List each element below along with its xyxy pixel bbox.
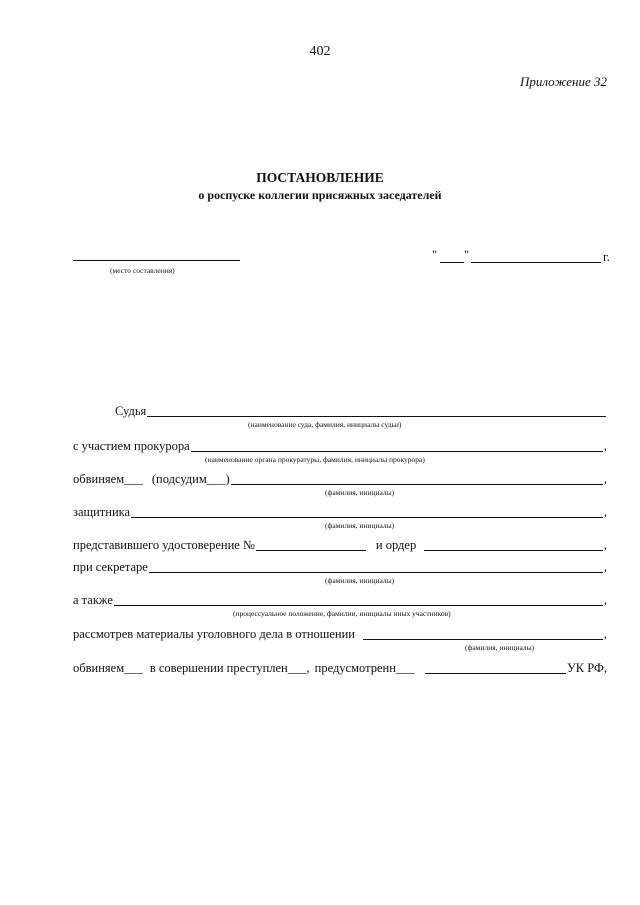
reviewed-comma: ,: [603, 627, 607, 641]
order-label: и ордер: [375, 538, 417, 552]
also-label: а также: [73, 593, 113, 607]
certificate-comma: ,: [603, 538, 607, 552]
defender-label: защитника: [73, 505, 131, 519]
date-day-field[interactable]: [440, 262, 464, 263]
defender-row: [73, 502, 607, 520]
charged-article-field[interactable]: [425, 661, 566, 674]
reviewed-row: [73, 624, 607, 642]
accused-caption: (фамилия, инициалы): [325, 488, 395, 497]
judge-row: [115, 401, 607, 419]
judge-field[interactable]: [147, 404, 606, 417]
document-title: ПОСТАНОВЛЕНИЕ: [256, 170, 384, 185]
prosecutor-field[interactable]: [191, 439, 603, 452]
certificate-number-field[interactable]: [256, 538, 366, 551]
date-quote-close: ": [464, 248, 470, 262]
prosecutor-row: [73, 436, 607, 454]
secretary-field[interactable]: [149, 560, 603, 573]
page-number: 402: [309, 44, 331, 59]
reviewed-caption: (фамилия, инициалы): [465, 643, 535, 652]
document-subtitle: о роспуске коллегии присяжных заседателей: [198, 188, 442, 202]
accused-label-b: (подсудим___): [151, 472, 230, 486]
secretary-caption: (фамилия, инициалы): [325, 576, 395, 585]
prosecutor-label: с участием прокурора: [73, 439, 190, 453]
defender-caption: (фамилия, инициалы): [325, 521, 395, 530]
date-quote-open: ": [432, 248, 438, 262]
also-field[interactable]: [114, 593, 603, 606]
judge-label: Судья: [115, 404, 147, 418]
place-field[interactable]: [73, 260, 240, 261]
certificate-row: [73, 535, 607, 553]
secretary-label: при секретаре: [73, 560, 148, 574]
prosecutor-comma: ,: [603, 439, 607, 453]
secretary-row: [73, 557, 607, 575]
defender-field[interactable]: [131, 505, 603, 518]
appendix-label: Приложение 32: [519, 74, 607, 89]
secretary-comma: ,: [603, 560, 607, 574]
also-comma: ,: [603, 593, 607, 607]
accused-field[interactable]: [231, 472, 603, 485]
date-month-year-field[interactable]: [471, 262, 601, 263]
judge-caption: (наименование суда, фамилия, инициалы судьи): [248, 420, 402, 429]
place-caption: (место составления): [110, 266, 175, 275]
order-field[interactable]: [424, 538, 603, 551]
charged-row: [73, 658, 607, 676]
certificate-label: представившего удостоверение №: [73, 538, 255, 552]
defender-comma: ,: [603, 505, 607, 519]
reviewed-label: рассмотрев материалы уголовного дела в отношении: [73, 627, 355, 641]
charged-label-a: обвиняем___: [73, 661, 143, 675]
charged-label-c: предусмотренн___: [314, 661, 415, 675]
accused-label-a: обвиняем___: [73, 472, 143, 486]
prosecutor-caption: (наименование органа прокуратуры, фамилия, инициалы прокурора): [205, 455, 425, 464]
accused-comma: ,: [603, 472, 607, 486]
also-row: [73, 590, 607, 608]
charged-label-d: УК РФ,: [566, 661, 607, 675]
also-caption: (процессуальное положение, фамилии, инициалы иных участников): [233, 609, 451, 618]
charged-label-b: в совершении преступлен___,: [149, 661, 310, 675]
reviewed-field[interactable]: [363, 627, 603, 640]
accused-row: [73, 469, 607, 487]
date-year-suffix: г.: [603, 250, 610, 264]
